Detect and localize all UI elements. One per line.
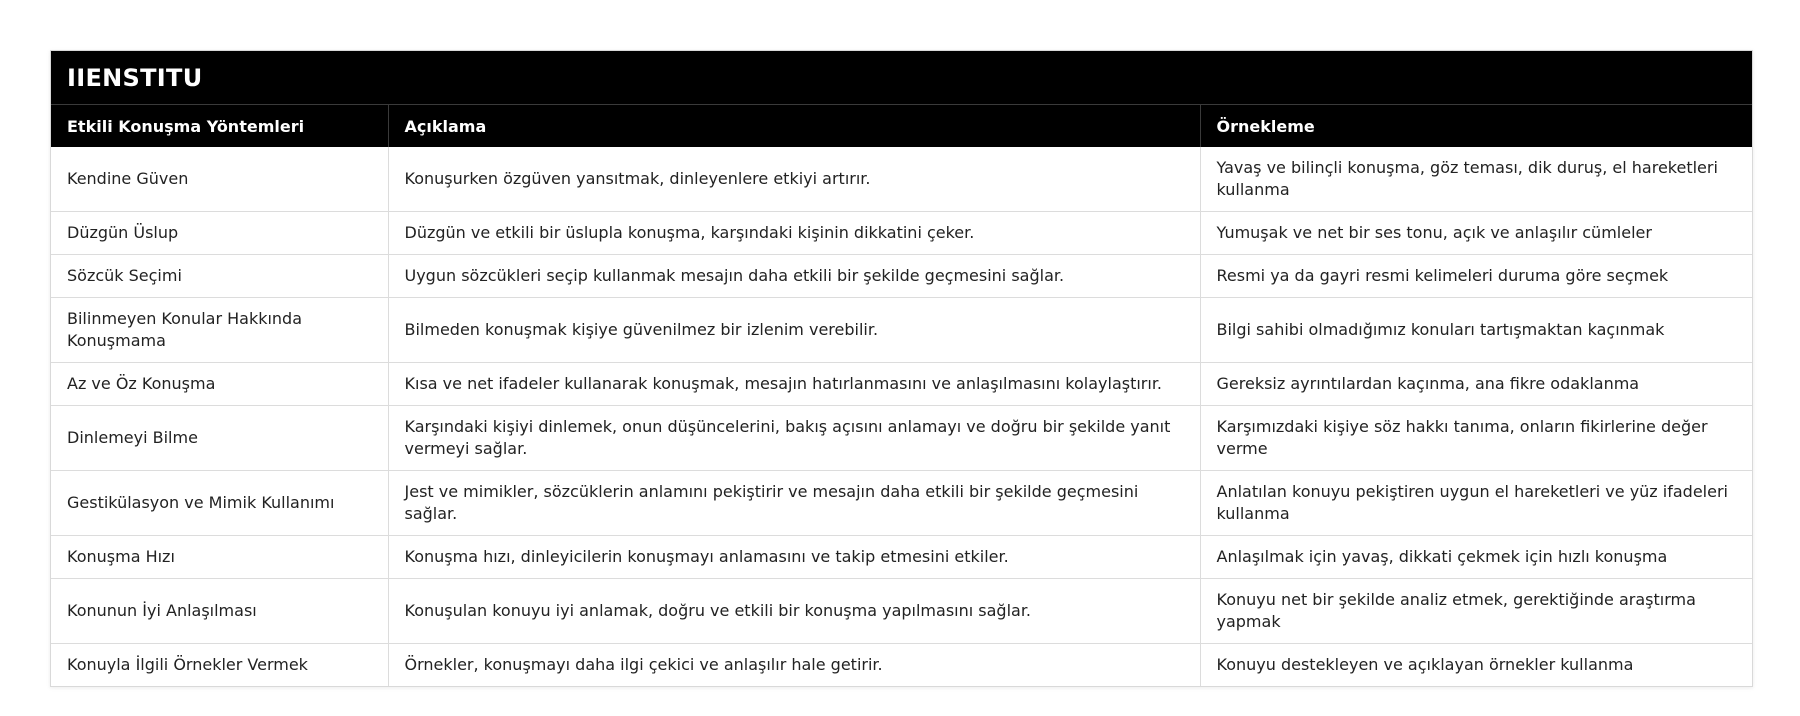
cell-example: Bilgi sahibi olmadığımız konuları tartışmaktan kaçınmak [1200, 298, 1752, 363]
table-row [51, 471, 1752, 536]
table-row [51, 298, 1752, 363]
cell-example: Gereksiz ayrıntılardan kaçınma, ana fikre odaklanma [1200, 363, 1752, 406]
cell-example: Anlaşılmak için yavaş, dikkati çekmek için hızlı konuşma [1200, 536, 1752, 579]
cell-description: Konuşurken özgüven yansıtmak, dinleyenlere etkiyi artırır. [388, 147, 1200, 212]
cell-description: Konuşma hızı, dinleyicilerin konuşmayı anlamasını ve takip etmesini etkiler. [388, 536, 1200, 579]
cell-method: Konuyla İlgili Örnekler Vermek [51, 644, 388, 687]
table-row [51, 406, 1752, 471]
cell-description: Konuşulan konuyu iyi anlamak, doğru ve etkili bir konuşma yapılmasını sağlar. [388, 579, 1200, 644]
cell-description: Örnekler, konuşmayı daha ilgi çekici ve anlaşılır hale getirir. [388, 644, 1200, 687]
header-row [51, 105, 1752, 147]
header-example: Örnekleme [1200, 105, 1752, 147]
table-row [51, 536, 1752, 579]
cell-method: Bilinmeyen Konular Hakkında Konuşmama [51, 298, 388, 363]
cell-description: Jest ve mimikler, sözcüklerin anlamını pekiştirir ve mesajın daha etkili bir şekilde geçmesini sağlar. [388, 471, 1200, 536]
table-row [51, 147, 1752, 212]
cell-method: Konunun İyi Anlaşılması [51, 579, 388, 644]
cell-description: Düzgün ve etkili bir üslupla konuşma, karşındaki kişinin dikkatini çeker. [388, 212, 1200, 255]
cell-method: Dinlemeyi Bilme [51, 406, 388, 471]
methods-table [51, 105, 1752, 686]
cell-description: Karşındaki kişiyi dinlemek, onun düşüncelerini, bakış açısını anlamayı ve doğru bir şekilde yanıt vermeyi sağlar. [388, 406, 1200, 471]
cell-method: Düzgün Üslup [51, 212, 388, 255]
cell-method: Konuşma Hızı [51, 536, 388, 579]
table-card [50, 50, 1753, 687]
cell-example: Yumuşak ve net bir ses tonu, açık ve anlaşılır cümleler [1200, 212, 1752, 255]
table-row [51, 579, 1752, 644]
cell-example: Anlatılan konuyu pekiştiren uygun el hareketleri ve yüz ifadeleri kullanma [1200, 471, 1752, 536]
cell-example: Konuyu destekleyen ve açıklayan örnekler kullanma [1216, 655, 1634, 674]
cell-example: Konuyu net bir şekilde analiz etmek, gerektiğinde araştırma yapmak [1200, 579, 1752, 644]
cell-method: Sözcük Seçimi [51, 255, 388, 298]
table-row [51, 644, 1752, 687]
cell-example: Yavaş ve bilinçli konuşma, göz teması, dik duruş, el hareketleri kullanma [1200, 147, 1752, 212]
cell-method: Kendine Güven [51, 147, 388, 212]
cell-method: Gestikülasyon ve Mimik Kullanımı [51, 471, 388, 536]
table-row [51, 363, 1752, 406]
cell-example: Resmi ya da gayri resmi kelimeleri duruma göre seçmek [1200, 255, 1752, 298]
header-description: Açıklama [388, 105, 1200, 147]
cell-description: Uygun sözcükleri seçip kullanmak mesajın daha etkili bir şekilde geçmesini sağlar. [388, 255, 1200, 298]
cell-description: Kısa ve net ifadeler kullanarak konuşmak, mesajın hatırlanmasını ve anlaşılmasını kolaylaştırır. [388, 363, 1200, 406]
table-row [51, 255, 1752, 298]
cell-example: Karşımızdaki kişiye söz hakkı tanıma, onların fikirlerine değer verme [1200, 406, 1752, 471]
brand-title: IIENSTITU [51, 51, 1752, 105]
cell-method: Az ve Öz Konuşma [51, 363, 388, 406]
cell-description: Bilmeden konuşmak kişiye güvenilmez bir izlenim verebilir. [388, 298, 1200, 363]
table-row [51, 212, 1752, 255]
header-methods: Etkili Konuşma Yöntemleri [51, 105, 388, 147]
